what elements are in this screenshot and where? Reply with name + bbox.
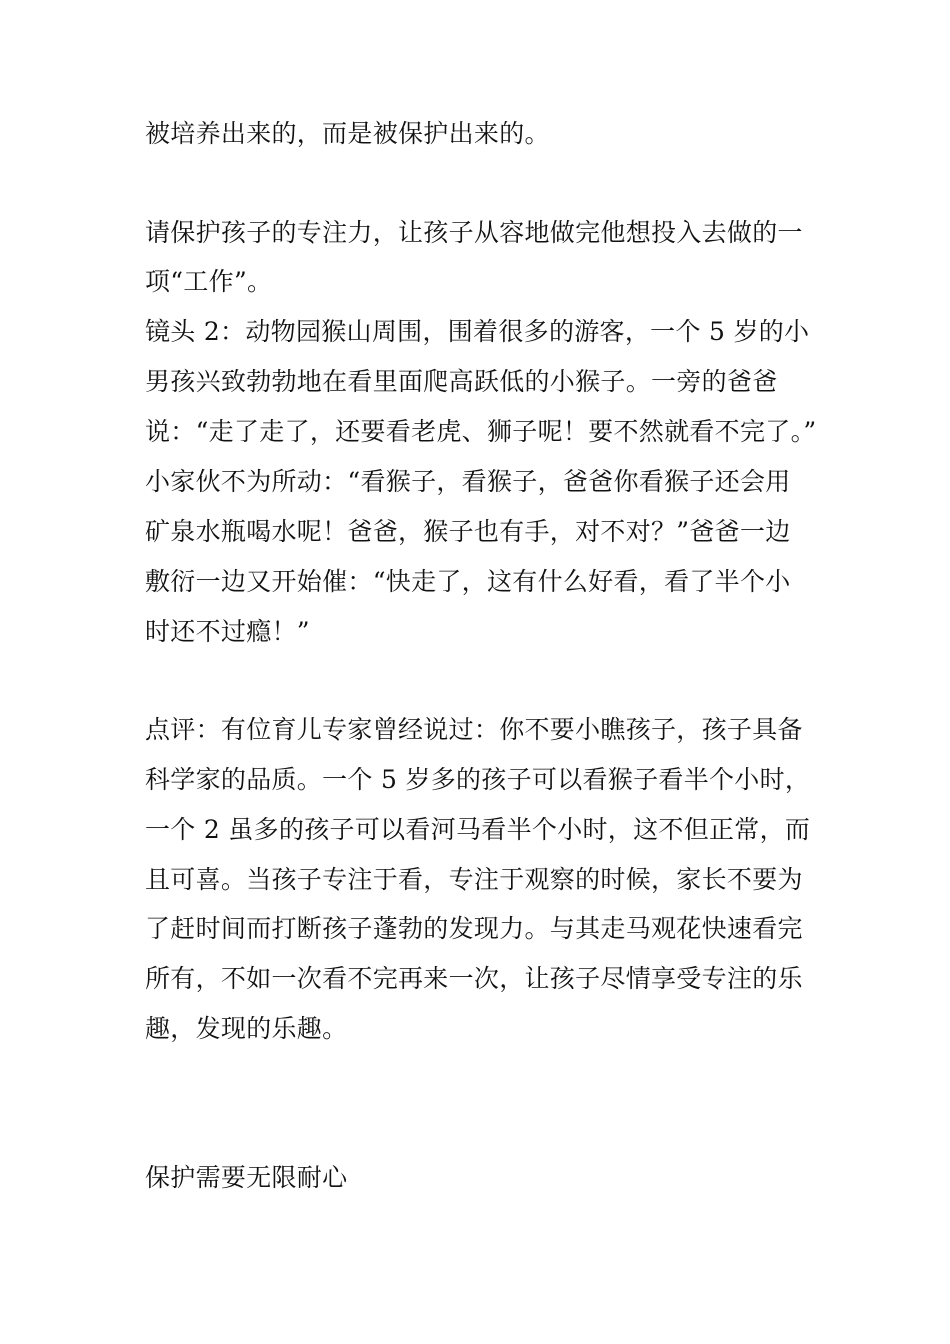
paragraph-line: 小家伙不为所动：“看猴子，看猴子，爸爸你看猴子还会用 <box>145 467 791 496</box>
paragraph-line: 被培养出来的，而是被保护出来的。 <box>145 119 550 148</box>
section-heading: 保护需要无限耐心 <box>145 1163 348 1192</box>
paragraph-line: 敷衍一边又开始催：“快走了，这有什么好看，看了半个小 <box>145 567 791 596</box>
paragraph-line: 说：“走了走了，还要看老虎、狮子呢！要不然就看不完了。” <box>145 417 817 446</box>
paragraph-line: 镜头 2：动物园猴山周围，围着很多的游客，一个 5 岁的小 <box>145 317 810 346</box>
paragraph-line: 科学家的品质。一个 5 岁多的孩子可以看猴子看半个小时， <box>145 765 811 794</box>
paragraph-line: 一个 2 虽多的孩子可以看河马看半个小时，这不但正常，而 <box>145 815 811 844</box>
paragraph-line: 请保护孩子的专注力，让孩子从容地做完他想投入去做的一 <box>145 218 803 247</box>
paragraph-line: 男孩兴致勃勃地在看里面爬高跃低的小猴子。一旁的爸爸 <box>145 367 778 396</box>
paragraph-line: 趣，发现的乐趣。 <box>145 1014 348 1043</box>
paragraph-line: 项“工作”。 <box>145 267 273 296</box>
paragraph-line: 点评：有位育儿专家曾经说过：你不要小瞧孩子，孩子具备 <box>145 715 803 744</box>
paragraph-line: 矿泉水瓶喝水呢！爸爸，猴子也有手，对不对？”爸爸一边 <box>145 517 791 546</box>
paragraph-line: 了赶时间而打断孩子蓬勃的发现力。与其走马观花快速看完 <box>145 914 803 943</box>
paragraph-line: 所有，不如一次看不完再来一次，让孩子尽情享受专注的乐 <box>145 964 803 993</box>
paragraph-line: 时还不过瘾！” <box>145 617 310 646</box>
paragraph-line: 且可喜。当孩子专注于看，专注于观察的时候，家长不要为 <box>145 865 803 894</box>
